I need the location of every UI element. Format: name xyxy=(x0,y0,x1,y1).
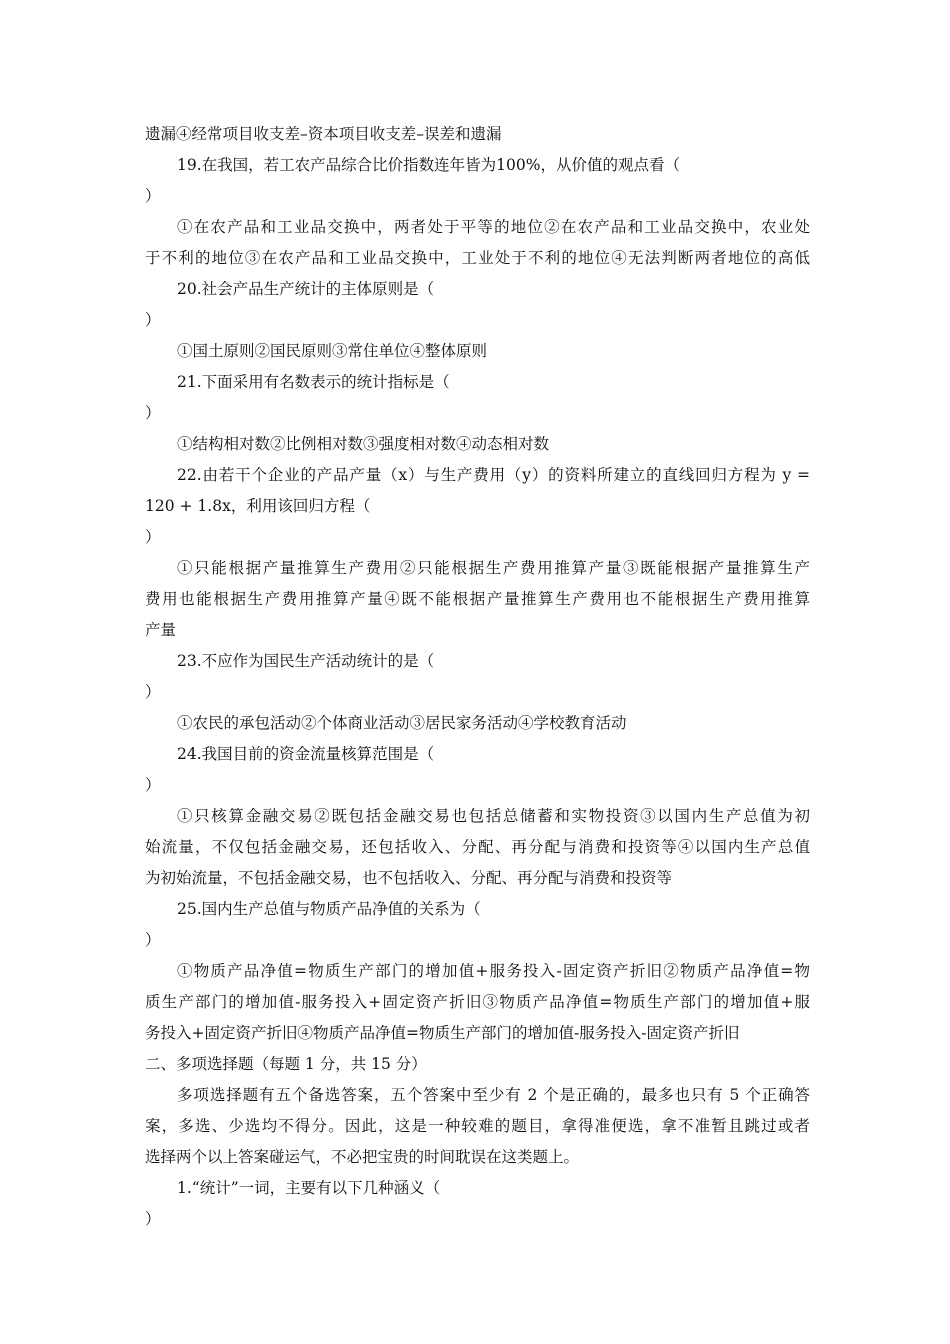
section-instructions-cont: 案，多选、少选均不得分。因此，这是一种较难的题目，拿得准便选，拿不准暂且跳过或者 xyxy=(145,1117,810,1135)
options-25-end: 务投入+固定资产折旧④物质产品净值=物质生产部门的增加值-服务投入-固定资产折旧 xyxy=(145,1024,740,1042)
question-25: 25.国内生产总值与物质产品净值的关系为（ xyxy=(177,900,481,918)
answer-blank: ） xyxy=(145,187,161,205)
answer-blank: ） xyxy=(145,1210,161,1228)
options-25-cont: 质生产部门的增加值-服务投入+固定资产折旧③物质产品净值=物质生产部门的增加值+服 xyxy=(145,993,810,1011)
question-20: 20.社会产品生产统计的主体原则是（ xyxy=(177,280,435,298)
question-19: 19.在我国，若工农产品综合比价指数连年皆为100%，从价值的观点看（ xyxy=(177,156,680,174)
options-22-cont: 费用也能根据生产费用推算产量④既不能根据产量推算生产费用也不能根据生产费用推算 xyxy=(145,590,810,608)
question-21: 21.下面采用有名数表示的统计指标是（ xyxy=(177,373,450,391)
answer-blank: ） xyxy=(145,528,161,546)
options-20: ①国土原则②国民原则③常住单位④整体原则 xyxy=(177,342,488,360)
answer-blank: ） xyxy=(145,311,161,329)
options-23: ①农民的承包活动②个体商业活动③居民家务活动④学校教育活动 xyxy=(177,714,627,732)
section-instructions-end: 选择两个以上答案碰运气，不必把宝贵的时间耽误在这类题上。 xyxy=(145,1148,580,1166)
options-24-end: 为初始流量，不包括金融交易，也不包括收入、分配、再分配与消费和投资等 xyxy=(145,869,673,887)
section-heading: 二、多项选择题（每题 1 分，共 15 分） xyxy=(145,1055,427,1073)
question-22-cont: 120 + 1.8x，利用该回归方程（ xyxy=(145,497,371,515)
question-24: 24.我国目前的资金流量核算范围是（ xyxy=(177,745,435,763)
question-m1: 1.“统计”一词，主要有以下几种涵义（ xyxy=(177,1179,441,1197)
answer-blank: ） xyxy=(145,683,161,701)
question-23: 23.不应作为国民生产活动统计的是（ xyxy=(177,652,435,670)
options-24-cont: 始流量，不仅包括金融交易，还包括收入、分配、再分配与消费和投资等④以国内生产总值 xyxy=(145,838,810,856)
text-line: 遗漏④经常项目收支差–资本项目收支差–误差和遗漏 xyxy=(145,125,502,143)
options-19-cont: 于不利的地位③在农产品和工业品交换中，工业处于不利的地位④无法判断两者地位的高低 xyxy=(145,249,810,267)
answer-blank: ） xyxy=(145,931,161,949)
options-25: ①物质产品净值=物质生产部门的增加值+服务投入-固定资产折旧②物质产品净值=物 xyxy=(177,962,810,980)
options-19: ①在农产品和工业品交换中，两者处于平等的地位②在农产品和工业品交换中，农业处 xyxy=(177,218,810,236)
answer-blank: ） xyxy=(145,404,161,422)
question-22: 22.由若干个企业的产品产量（x）与生产费用（y）的资料所建立的直线回归方程为 y = xyxy=(177,466,810,484)
options-21: ①结构相对数②比例相对数③强度相对数④动态相对数 xyxy=(177,435,550,453)
options-22: ①只能根据产量推算生产费用②只能根据生产费用推算产量③既能根据产量推算生产 xyxy=(177,559,810,577)
options-24: ①只核算金融交易②既包括金融交易也包括总储蓄和实物投资③以国内生产总值为初 xyxy=(177,807,810,825)
section-instructions: 多项选择题有五个备选答案，五个答案中至少有 2 个是正确的，最多也只有 5 个正确答 xyxy=(177,1086,810,1104)
options-22-end: 产量 xyxy=(145,621,177,639)
answer-blank: ） xyxy=(145,776,161,794)
